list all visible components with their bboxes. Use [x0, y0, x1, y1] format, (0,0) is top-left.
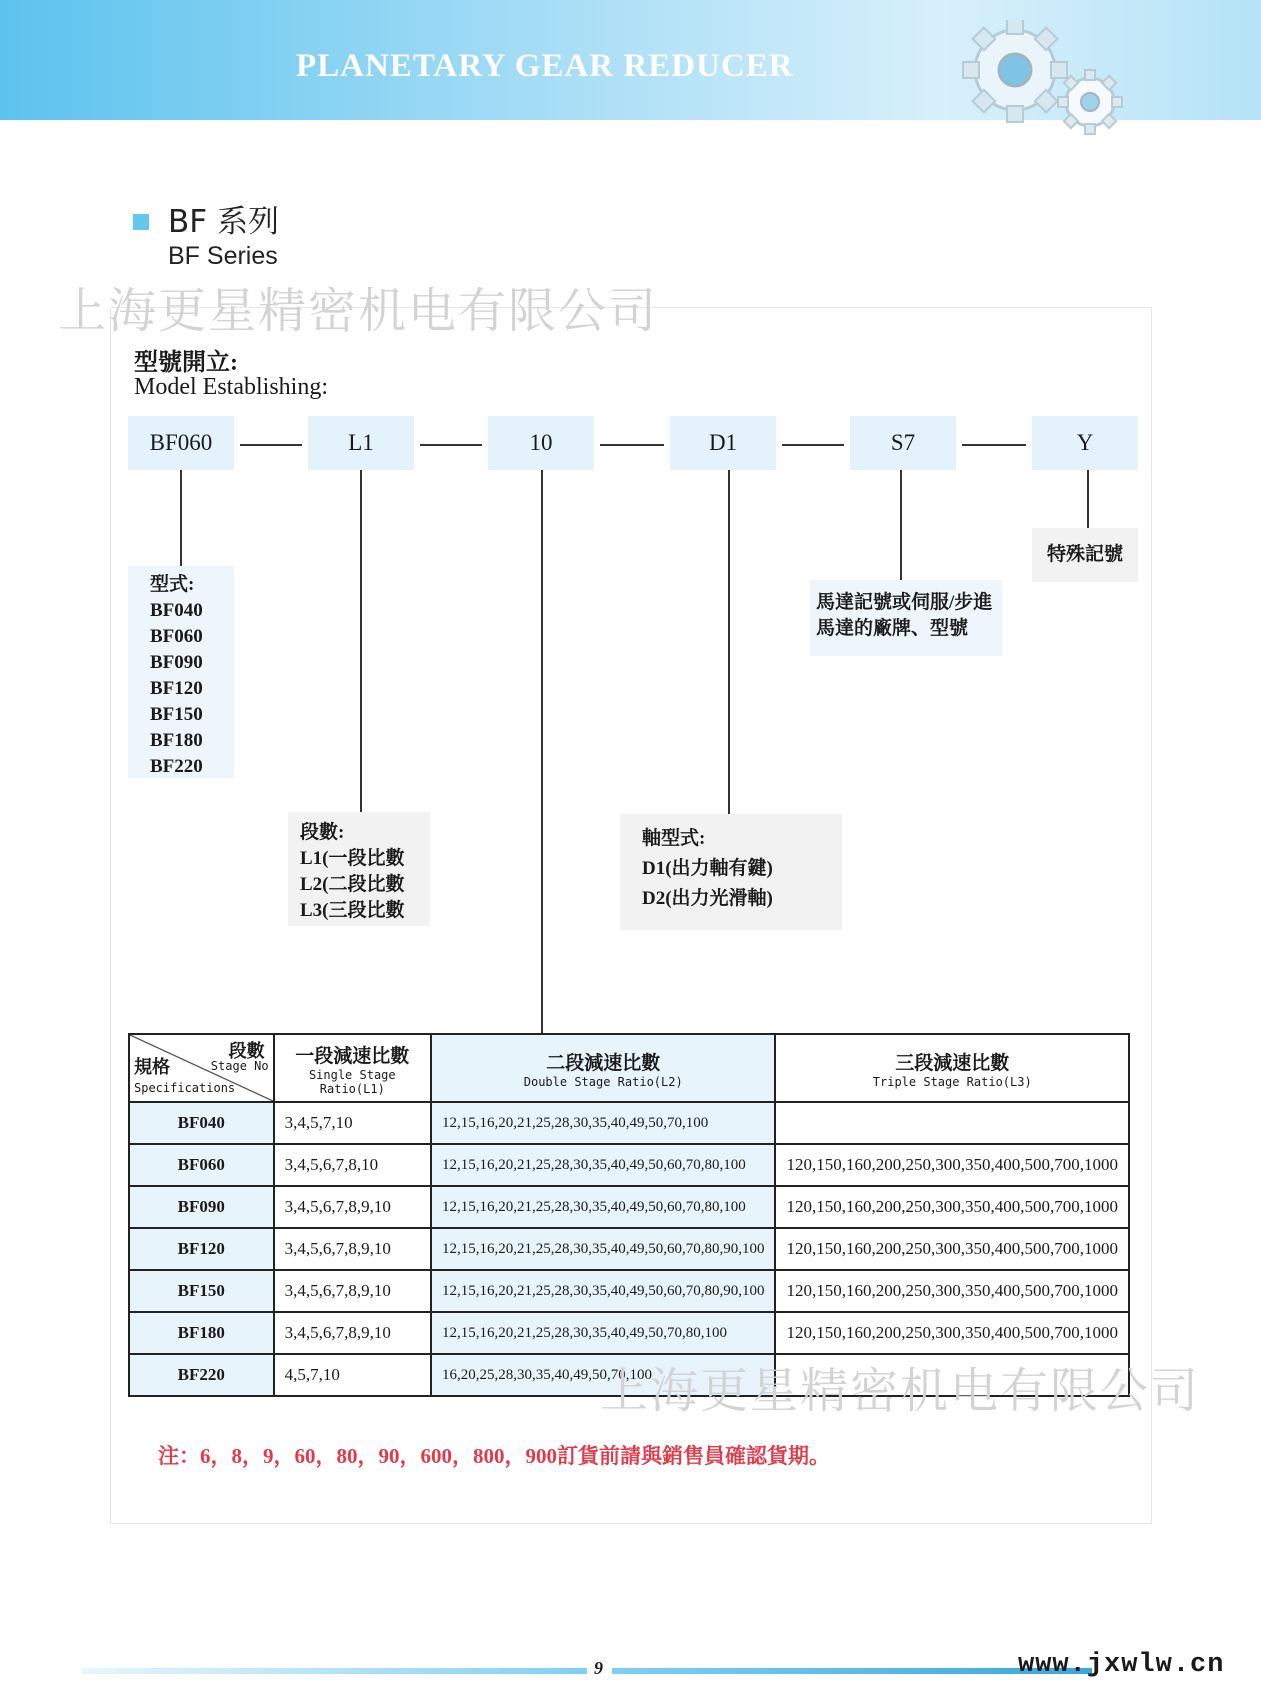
type-item: BF220	[150, 756, 203, 777]
small-gear-icon	[1058, 70, 1122, 134]
motor-description	[810, 580, 1002, 656]
corner-stage-en: Stage No	[210, 1059, 269, 1073]
code-box-ratio: 10	[488, 416, 594, 470]
shaft-item: D2(出力光滑軸)	[642, 888, 773, 909]
table-header-row	[129, 1034, 1129, 1102]
connector-line	[962, 444, 1026, 446]
row-l2: 16,20,25,28,30,35,40,49,50,70,100	[431, 1354, 776, 1396]
row-model: BF120	[129, 1228, 274, 1270]
row-l2: 12,15,16,20,21,25,28,30,35,40,49,50,60,70,80,90,100	[431, 1270, 776, 1312]
row-l1: 3,4,5,6,7,8,9,10	[274, 1312, 431, 1354]
row-l1: 3,4,5,6,7,8,9,10	[274, 1228, 431, 1270]
connector-line	[420, 444, 482, 446]
footer-line	[82, 1668, 587, 1674]
table-row	[129, 1312, 1129, 1354]
model-label-cn: 型號開立:	[134, 350, 238, 376]
type-title: 型式:	[150, 574, 195, 595]
connector-line	[782, 444, 844, 446]
table-row	[129, 1228, 1129, 1270]
section-title-cn: BF 系列	[168, 204, 279, 240]
stage-description	[288, 812, 430, 926]
table-row	[129, 1186, 1129, 1228]
leader-line	[541, 470, 543, 1033]
row-model: BF040	[129, 1102, 274, 1144]
shaft-title: 軸型式:	[642, 828, 706, 849]
footer-url[interactable]: www.jxwlw.cn	[1018, 1650, 1225, 1680]
leader-line	[728, 470, 730, 814]
header-double-stage: 二段減速比數 Double Stage Ratio(L2)	[431, 1034, 776, 1102]
header-single-stage: 一段減速比數 Single Stage Ratio(L1)	[274, 1034, 431, 1102]
code-box-special: Y	[1032, 416, 1138, 470]
code-box-motor: S7	[850, 416, 956, 470]
row-l2: 12,15,16,20,21,25,28,30,35,40,49,50,60,70,80,90,100	[431, 1228, 776, 1270]
delivery-note: 注：6，8，9，60，80，90，600，800，900訂貨前請與銷售員確認貨期。	[158, 1444, 830, 1468]
big-gear-icon	[963, 20, 1067, 122]
corner-spec-cn: 規格	[134, 1057, 170, 1077]
gear-logo	[940, 20, 1140, 140]
corner-spec-en: Specifications	[134, 1081, 236, 1095]
row-l2: 12,15,16,20,21,25,28,30,35,40,49,50,70,80,100	[431, 1312, 776, 1354]
motor-line: 馬達記號或伺服/步進	[816, 592, 993, 613]
stage-item: L2(二段比數	[300, 874, 405, 895]
corner-stage-cn: 段數	[228, 1041, 265, 1061]
row-l3: 120,150,160,200,250,300,350,400,500,700,1000	[775, 1270, 1129, 1312]
stage-title: 段數:	[300, 822, 345, 843]
stage-item: L3(三段比數	[300, 900, 405, 921]
code-box-type: BF060	[128, 416, 234, 470]
type-item: BF090	[150, 652, 203, 673]
section-bullet	[133, 214, 149, 230]
row-l1: 3,4,5,6,7,8,9,10	[274, 1270, 431, 1312]
row-model: BF180	[129, 1312, 274, 1354]
shaft-description	[620, 814, 842, 930]
type-item: BF150	[150, 704, 203, 725]
row-l3: 120,150,160,200,250,300,350,400,500,700,1000	[775, 1312, 1129, 1354]
special-description: 特殊記號	[1032, 528, 1138, 582]
header-title: PLANETARY GEAR REDUCER	[296, 48, 794, 84]
shaft-item: D1(出力軸有鍵)	[642, 858, 773, 879]
watermark-bottom: 上海更星精密机电有限公司	[600, 1363, 1201, 1419]
type-item: BF120	[150, 678, 203, 699]
table-row	[129, 1270, 1129, 1312]
leader-line	[900, 470, 902, 580]
leader-line	[360, 470, 362, 812]
type-item: BF180	[150, 730, 203, 751]
type-item: BF040	[150, 600, 203, 621]
table-row	[129, 1102, 1129, 1144]
row-l3: 120,150,160,200,250,300,350,400,500,700,1000	[775, 1186, 1129, 1228]
row-model: BF150	[129, 1270, 274, 1312]
leader-line	[1087, 470, 1089, 530]
type-description	[128, 566, 234, 778]
row-l1: 3,4,5,6,7,8,10	[274, 1144, 431, 1186]
motor-line: 馬達的廠牌、型號	[816, 618, 969, 639]
row-l1: 3,4,5,7,10	[274, 1102, 431, 1144]
leader-line	[180, 470, 182, 566]
row-model: BF090	[129, 1186, 274, 1228]
row-l3: 120,150,160,200,250,300,350,400,500,700,1000	[775, 1228, 1129, 1270]
code-box-stage: L1	[308, 416, 414, 470]
ratio-table	[128, 1033, 1130, 1397]
page-number: 9	[594, 1658, 603, 1678]
row-model: BF060	[129, 1144, 274, 1186]
watermark-top: 上海更星精密机电有限公司	[58, 283, 659, 339]
row-l2: 12,15,16,20,21,25,28,30,35,40,49,50,60,70,80,100	[431, 1144, 776, 1186]
row-model: BF220	[129, 1354, 274, 1396]
row-l3	[775, 1102, 1129, 1144]
model-label-en: Model Establishing:	[134, 374, 328, 400]
table-row	[129, 1144, 1129, 1186]
row-l2: 12,15,16,20,21,25,28,30,35,40,49,50,70,100	[431, 1102, 776, 1144]
type-item: BF060	[150, 626, 203, 647]
code-box-shaft: D1	[670, 416, 776, 470]
table-corner-cell	[129, 1034, 274, 1102]
row-l2: 12,15,16,20,21,25,28,30,35,40,49,50,60,70,80,100	[431, 1186, 776, 1228]
connector-line	[600, 444, 664, 446]
stage-item: L1(一段比數	[300, 848, 405, 869]
row-l3: 120,150,160,200,250,300,350,400,500,700,1000	[775, 1144, 1129, 1186]
header-triple-stage: 三段減速比數 Triple Stage Ratio(L3)	[775, 1034, 1129, 1102]
row-l1: 4,5,7,10	[274, 1354, 431, 1396]
row-l1: 3,4,5,6,7,8,9,10	[274, 1186, 431, 1228]
section-title-en: BF Series	[168, 242, 278, 270]
connector-line	[240, 444, 302, 446]
